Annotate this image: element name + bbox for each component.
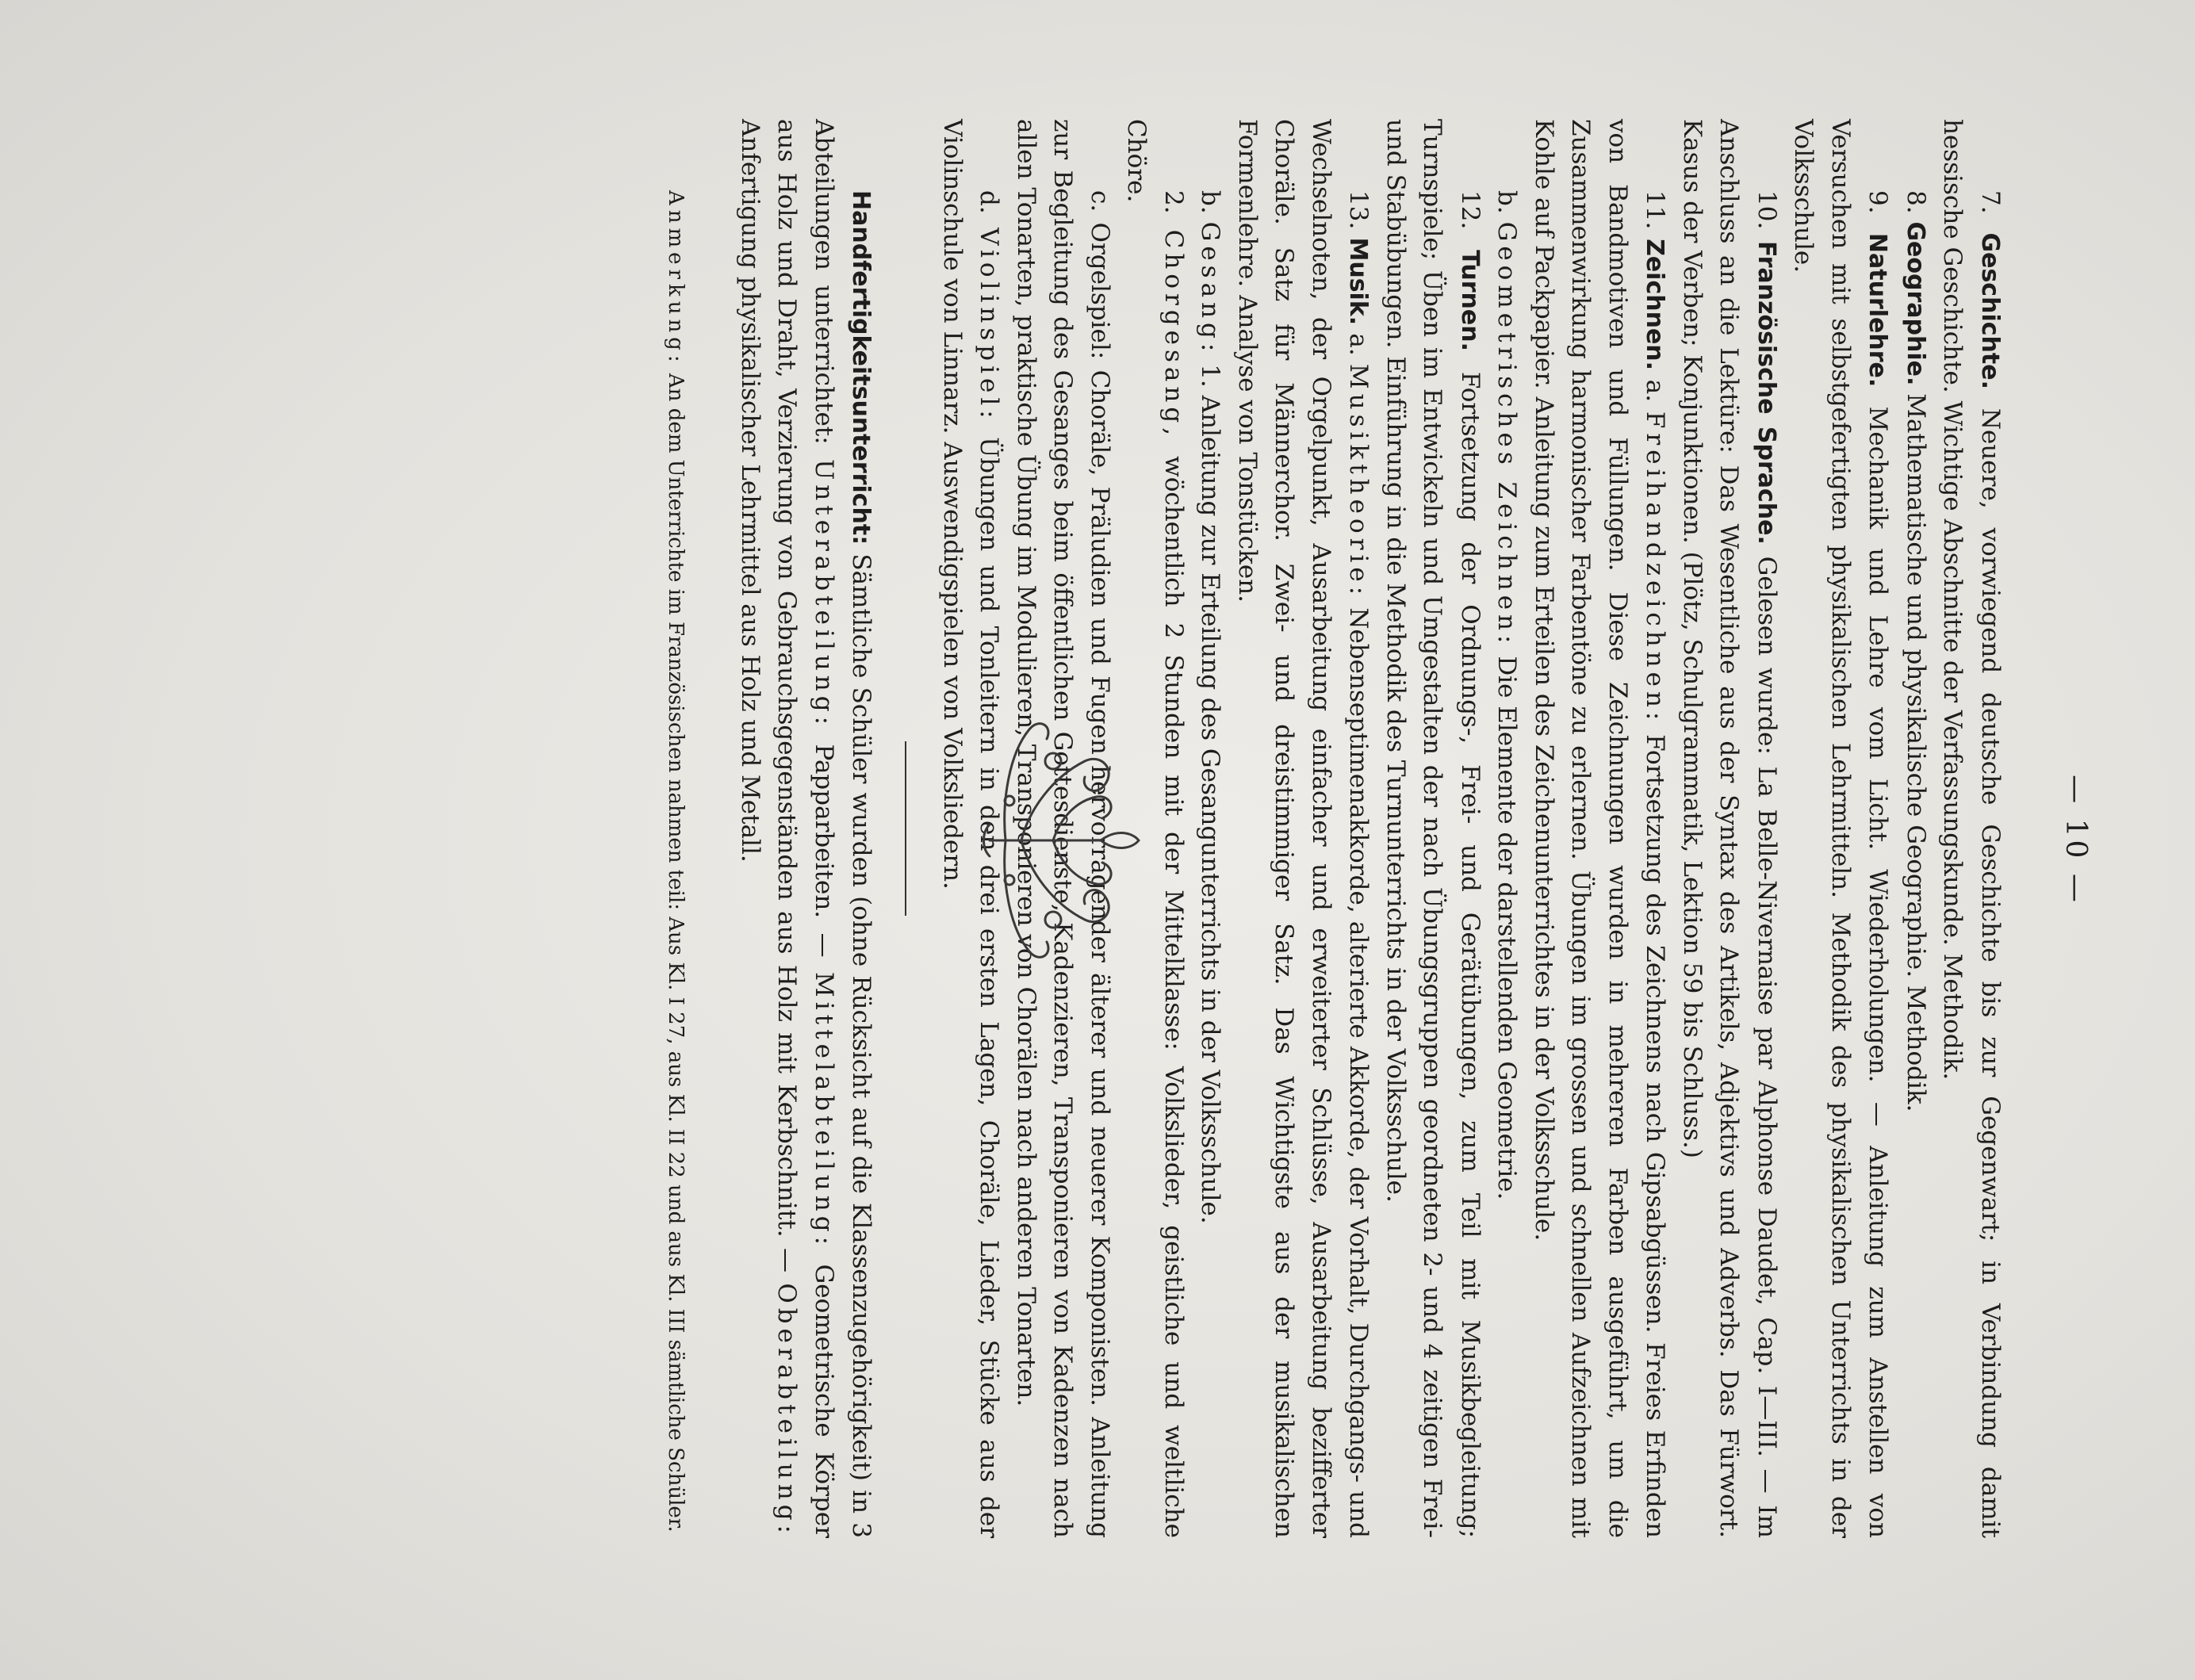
section-number: 12. xyxy=(1456,190,1484,230)
section-naturlehre xyxy=(1785,119,1897,1538)
subsection-label: a. xyxy=(1641,379,1670,403)
section-number: 9. xyxy=(1864,190,1893,214)
section-text: Mathematische und physikalische Geographie. Methodik. xyxy=(1902,393,1930,1112)
section-text: Gelesen wurde: La Belle-Nivernaise par Alphonse Daudet, Cap. I—III. — Im Anschluss an die Lektüre: Das Wesentliche aus der Syntax des Artikels, Adjektivs und Adverbs. Das Fürwort. Kasus der Verben; Konjunktionen. (Plötz, Schulgrammatik, Lektion 59 bis Schluss.) xyxy=(1678,119,1781,1538)
section-geschichte xyxy=(1934,119,2009,1538)
section-heading: Geographie. xyxy=(1902,221,1929,386)
section-heading: Naturlehre. xyxy=(1864,232,1892,388)
subsection-label: b. xyxy=(1492,190,1522,214)
section-musik-b xyxy=(1192,119,1229,1538)
subsection-heading: Mittelabteilung: xyxy=(810,972,838,1250)
subsection-heading: Musiktheorie: xyxy=(1344,363,1373,600)
subsection-number: 2. xyxy=(1159,190,1188,214)
section-text: Neuere, vorwiegend deutsche Geschichte bis zur Gegenwart; in Verbindung damit hessische Geschichte. Wichtige Abschnitte der Verfassungskunde. Methodik. xyxy=(1938,119,2005,1538)
page-number: — 10 — xyxy=(2059,775,2092,905)
section-zeichnen xyxy=(1526,119,1674,1538)
floral-ornament xyxy=(974,706,1148,975)
section-heading: Turnen. xyxy=(1456,250,1484,351)
section-turnen xyxy=(1377,119,1489,1538)
subsection-heading: Gesang: xyxy=(1196,221,1225,357)
section-heading: Handfertigkeitsunterricht: xyxy=(847,190,875,545)
subsection-text: Orgelspiel: Choräle, Präludien und Fugen hervorragender älterer und neuerer Komponisten. Anleitung zur Begleitung des Gesanges beim öffentlichen Gottesdienste, Kadenzieren, Transponieren von Kadenzen nach allen Tonarten, praktische Übung im Modulieren, Transponieren von Chorälen nach anderen Tonarten. xyxy=(1012,119,1114,1538)
section-franzoesisch xyxy=(1674,119,1786,1538)
subsection-label: b. xyxy=(1196,190,1225,214)
section-heading: Französische Sprache. xyxy=(1753,241,1780,545)
page-content xyxy=(661,119,2009,1538)
subsection-text: wöchentlich 2 Stunden mit der Mittelklasse: Volkslieder, geistliche und weltliche Chöre. xyxy=(1122,119,1188,1539)
note-label: Anmerkung: xyxy=(664,190,688,367)
subsection-text: 1. Anleitung zur Erteilung des Gesangunterrichts in der Volksschule. xyxy=(1196,364,1225,1224)
section-musik xyxy=(1229,119,1377,1538)
section-heading: Zeichnen. xyxy=(1641,239,1669,371)
subsection-heading: Freihandzeichnen: xyxy=(1641,411,1670,725)
section-number: 7. xyxy=(1976,190,2005,214)
subsection-text: Anfertigung physikalischer Lehrmittel aus Holz und Metall. xyxy=(736,119,764,863)
section-divider xyxy=(906,741,907,916)
subsection-heading: Chorgesang, xyxy=(1159,229,1188,441)
section-text: Sämtliche Schüler wurden (ohne Rücksicht auf die Klassenzugehörigkeit) in 3 Abteilungen unterrichtet: xyxy=(810,119,876,1538)
anmerkung-note xyxy=(661,119,692,1538)
subsection-text: Übungen und Tonleitern in den drei ersten Lagen, Choräle, Lieder, Stücke aus der Violinschule von Linnarz. Auswendigspielen von Volksliedern. xyxy=(938,119,1004,1539)
section-zeichnen-b xyxy=(1488,119,1526,1538)
subsection-text: Die Elemente der darstellenden Geometrie. xyxy=(1492,656,1522,1200)
subsection-label: a. xyxy=(1344,333,1373,356)
section-heading: Musik. xyxy=(1344,237,1373,326)
subsection-label: d. xyxy=(975,190,1004,214)
subsection-text: Fortsetzung des Zeichnens nach Gipsabgüssen. Freies Erfinden von Bandmotiven und Füllungen. Diese Zeichnungen wurden in mehreren Farben ausgeführt, um die Zusammenwirkung harmonischer Farbentöne zu erlernen. Übungen im grossen und schnellen Aufzeichnen mit Kohle auf Packpapier. Anleitung zum Erteilen des Zeichenunterrichtes in der Volksschule. xyxy=(1530,119,1670,1538)
section-number: 13. xyxy=(1344,190,1373,230)
section-number: 8. xyxy=(1902,190,1930,214)
section-heading: Geschichte. xyxy=(1976,232,2004,389)
section-handfertigkeit xyxy=(732,119,880,1538)
section-number: 10. xyxy=(1753,190,1781,230)
section-text: Mechanik und Lehre vom Licht. Wiederholungen. — Anleitung zum Anstellen von Versuchen mit selbstgefertigten physikalischen Lehrmitteln. Methodik des physikalischen Unterrichts in der Volksschule. xyxy=(1789,119,1893,1538)
section-geographie xyxy=(1897,119,1935,1538)
subsection-heading: Geometrisches Zeichnen: xyxy=(1492,221,1522,649)
subsection-heading: Violinspiel: xyxy=(975,228,1004,423)
subsection-label: c. xyxy=(1086,190,1114,212)
subsection-text: Papparbeiten. — xyxy=(810,744,838,958)
note-text: An dem Unterrichte im Französischen nahmen teil: Aus Kl. I 27, aus Kl. II 22 und aus Kl. III sämtliche Schüler. xyxy=(664,373,688,1533)
subsection-heading: Unterabteilung: xyxy=(810,459,838,730)
subsection-text: Geometrische Körper aus Holz und Draht, Verzierung von Gebrauchsgegenständen aus Holz mit Kerbschnitt. — xyxy=(772,119,838,1539)
subsection-heading: Oberabteilung: xyxy=(772,1283,802,1538)
section-text: Fortsetzung der Ordnungs-, Frei- und Gerätübungen, zum Teil mit Musikbegleitung; Turnspiele; Üben im Entwickeln und Umgestalten der nach Übungsgruppen geordneten 2- und 4 zeitigen Frei- und Stabübungen. Einführung in die Methodik des Turnunterrichts in der Volksschule. xyxy=(1381,119,1484,1539)
subsection-text: Nebenseptimenakkorde, alterierte Akkorde, der Vorhalt, Durchgangs- und Wechselnoten, der Orgelpunkt, Ausarbeitung einfacher und erweiterter Schlüsse, Ausarbeitung bezifferter Choräle. Satz für Männerchor. Zwei- und dreistimmiger Satz. Das Wichtigste aus der musikalischen Formenlehre. Analyse von Tonstücken. xyxy=(1233,119,1373,1539)
section-number: 11. xyxy=(1641,190,1670,230)
